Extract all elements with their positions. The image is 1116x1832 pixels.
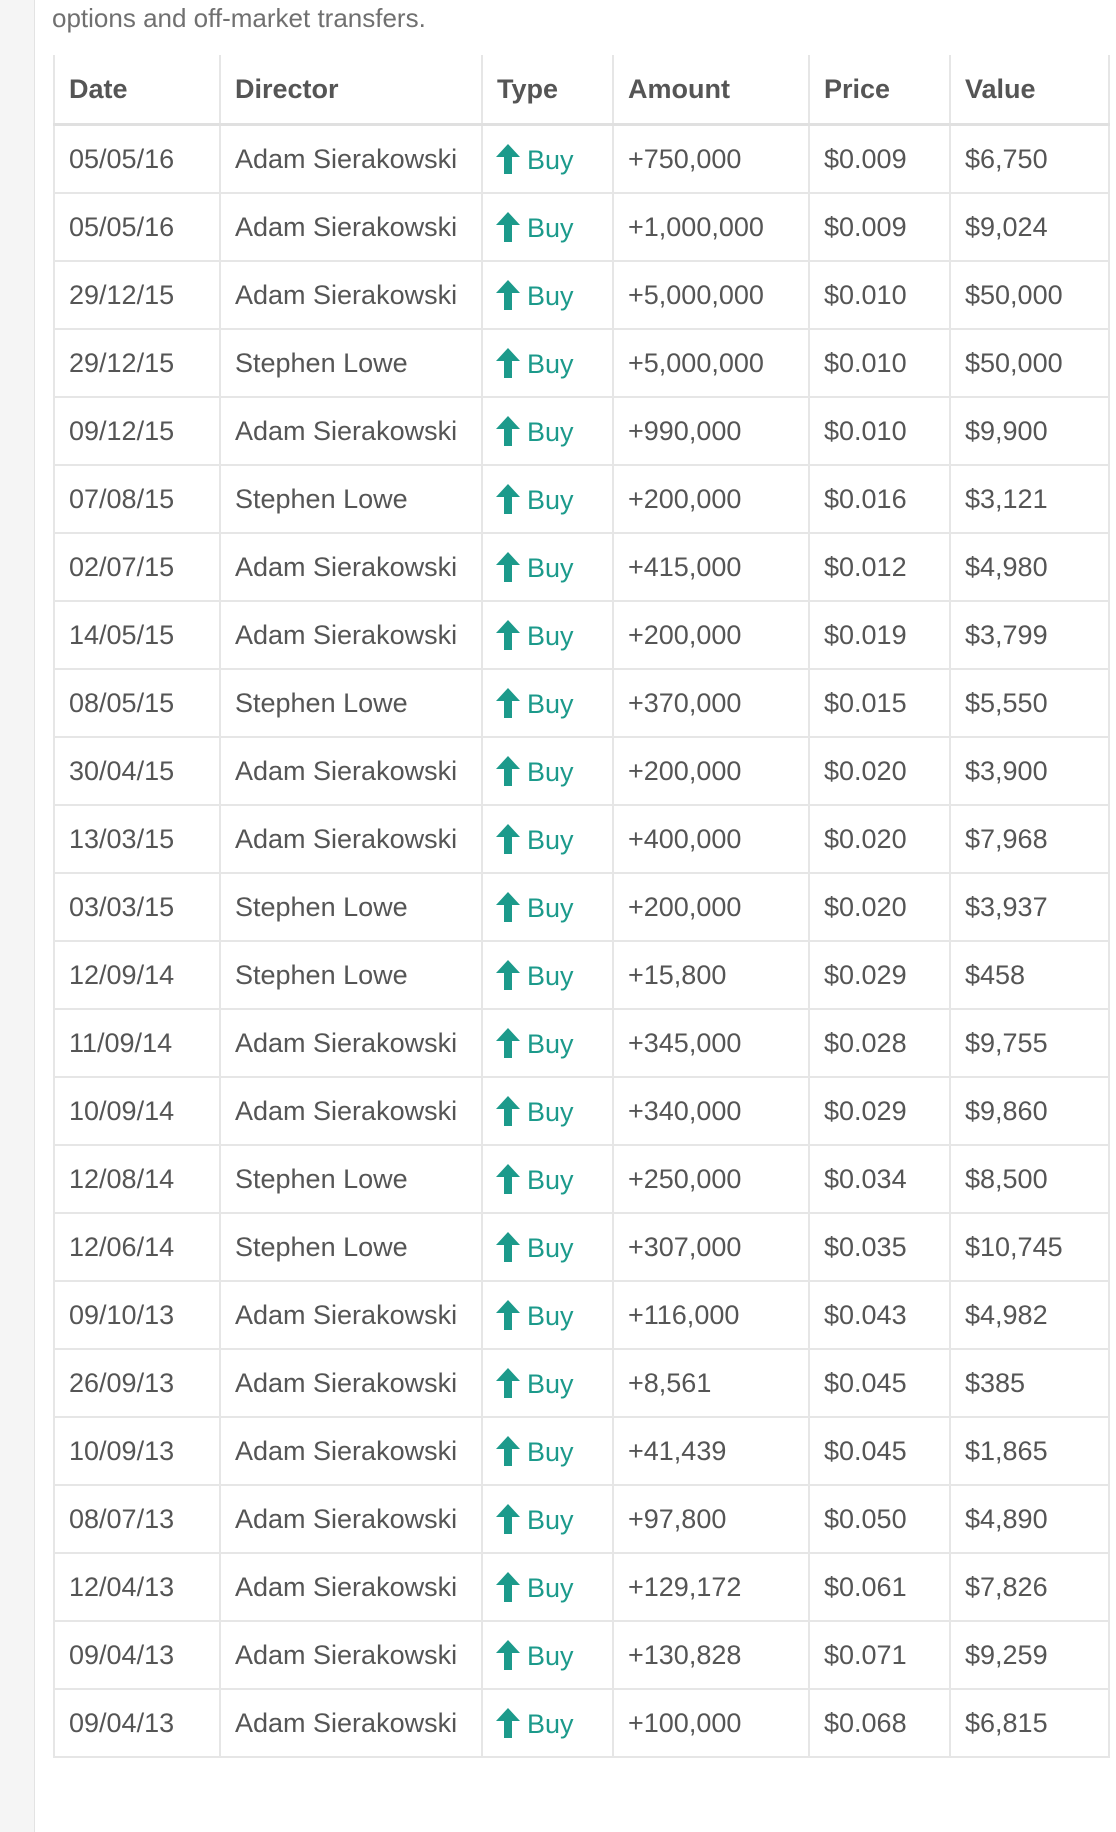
arrow-up-icon (495, 143, 521, 175)
cell-value: $3,121 (950, 465, 1109, 533)
type-label: Buy (527, 1504, 574, 1535)
type-label: Buy (527, 552, 574, 583)
cell-director: Stephen Lowe (220, 669, 482, 737)
cell-value: $4,890 (950, 1485, 1109, 1553)
cell-amount: +5,000,000 (613, 261, 809, 329)
arrow-up-icon (495, 687, 521, 719)
type-label: Buy (527, 1572, 574, 1603)
arrow-up-icon (495, 1707, 521, 1739)
header-director[interactable]: Director (220, 55, 482, 125)
table-row (54, 125, 1109, 194)
cell-director: Adam Sierakowski (220, 1485, 482, 1553)
type-label: Buy (527, 280, 574, 311)
cell-type (482, 1349, 613, 1417)
type-label: Buy (527, 824, 574, 855)
cell-amount: +307,000 (613, 1213, 809, 1281)
cell-value: $6,750 (950, 125, 1109, 194)
cell-date: 09/10/13 (54, 1281, 220, 1349)
arrow-up-icon (495, 891, 521, 923)
cell-type (482, 261, 613, 329)
cell-price: $0.029 (809, 1077, 950, 1145)
cell-amount: +370,000 (613, 669, 809, 737)
cell-type (482, 737, 613, 805)
arrow-up-icon (495, 1027, 521, 1059)
cell-price: $0.020 (809, 805, 950, 873)
table-row (54, 1485, 1109, 1553)
cell-price: $0.010 (809, 397, 950, 465)
table-row (54, 1077, 1109, 1145)
table-row (54, 1213, 1109, 1281)
cell-price: $0.034 (809, 1145, 950, 1213)
cell-director: Adam Sierakowski (220, 601, 482, 669)
arrow-up-icon (495, 823, 521, 855)
cell-value: $3,799 (950, 601, 1109, 669)
cell-amount: +400,000 (613, 805, 809, 873)
cell-value: $458 (950, 941, 1109, 1009)
cell-value: $4,980 (950, 533, 1109, 601)
cell-price: $0.019 (809, 601, 950, 669)
cell-amount: +200,000 (613, 737, 809, 805)
arrow-up-icon (495, 483, 521, 515)
table-row (54, 533, 1109, 601)
cell-type (482, 669, 613, 737)
cell-value: $9,900 (950, 397, 1109, 465)
cell-date: 09/12/15 (54, 397, 220, 465)
cell-type (482, 805, 613, 873)
cell-amount: +340,000 (613, 1077, 809, 1145)
cell-price: $0.029 (809, 941, 950, 1009)
cell-date: 09/04/13 (54, 1621, 220, 1689)
cell-director: Adam Sierakowski (220, 1349, 482, 1417)
cell-value: $5,550 (950, 669, 1109, 737)
type-label: Buy (527, 960, 574, 991)
cell-type (482, 193, 613, 261)
table-row (54, 193, 1109, 261)
cell-price: $0.012 (809, 533, 950, 601)
table-row (54, 1553, 1109, 1621)
cell-director: Adam Sierakowski (220, 1553, 482, 1621)
table-row (54, 397, 1109, 465)
cell-price: $0.010 (809, 261, 950, 329)
cell-price: $0.061 (809, 1553, 950, 1621)
cell-price: $0.035 (809, 1213, 950, 1281)
cell-amount: +129,172 (613, 1553, 809, 1621)
cell-amount: +990,000 (613, 397, 809, 465)
cell-amount: +41,439 (613, 1417, 809, 1485)
table-row (54, 737, 1109, 805)
cell-date: 13/03/15 (54, 805, 220, 873)
arrow-up-icon (495, 755, 521, 787)
table-header-row (54, 55, 1109, 125)
cell-price: $0.043 (809, 1281, 950, 1349)
arrow-up-icon (495, 619, 521, 651)
cell-date: 03/03/15 (54, 873, 220, 941)
cell-price: $0.045 (809, 1417, 950, 1485)
cell-date: 30/04/15 (54, 737, 220, 805)
cell-price: $0.050 (809, 1485, 950, 1553)
type-label: Buy (527, 1640, 574, 1671)
cell-director: Adam Sierakowski (220, 1077, 482, 1145)
cell-date: 12/08/14 (54, 1145, 220, 1213)
table-row (54, 261, 1109, 329)
cell-amount: +345,000 (613, 1009, 809, 1077)
cell-date: 29/12/15 (54, 329, 220, 397)
cell-price: $0.009 (809, 125, 950, 194)
arrow-up-icon (495, 1435, 521, 1467)
header-amount[interactable]: Amount (613, 55, 809, 125)
cell-date: 09/04/13 (54, 1689, 220, 1757)
cell-type (482, 329, 613, 397)
type-label: Buy (527, 144, 574, 175)
cell-amount: +200,000 (613, 601, 809, 669)
cell-date: 10/09/14 (54, 1077, 220, 1145)
table-row (54, 873, 1109, 941)
cell-date: 08/05/15 (54, 669, 220, 737)
cell-value: $3,937 (950, 873, 1109, 941)
type-label: Buy (527, 620, 574, 651)
type-label: Buy (527, 688, 574, 719)
cell-value: $10,745 (950, 1213, 1109, 1281)
cell-value: $9,860 (950, 1077, 1109, 1145)
arrow-up-icon (495, 279, 521, 311)
cell-date: 11/09/14 (54, 1009, 220, 1077)
table-row (54, 1621, 1109, 1689)
cell-date: 29/12/15 (54, 261, 220, 329)
cell-director: Adam Sierakowski (220, 1281, 482, 1349)
arrow-up-icon (495, 415, 521, 447)
type-label: Buy (527, 1028, 574, 1059)
type-label: Buy (527, 212, 574, 243)
intro-text: options and off-market transfers. (52, 3, 426, 33)
cell-type (482, 1145, 613, 1213)
type-label: Buy (527, 1300, 574, 1331)
cell-price: $0.009 (809, 193, 950, 261)
cell-director: Stephen Lowe (220, 1213, 482, 1281)
cell-value: $50,000 (950, 329, 1109, 397)
cell-director: Stephen Lowe (220, 329, 482, 397)
table-row (54, 465, 1109, 533)
cell-type (482, 1417, 613, 1485)
type-label: Buy (527, 416, 574, 447)
table-row (54, 669, 1109, 737)
type-label: Buy (527, 1436, 574, 1467)
cell-date: 05/05/16 (54, 125, 220, 194)
cell-date: 26/09/13 (54, 1349, 220, 1417)
cell-type (482, 533, 613, 601)
cell-amount: +200,000 (613, 873, 809, 941)
cell-director: Adam Sierakowski (220, 397, 482, 465)
arrow-up-icon (495, 959, 521, 991)
table-row (54, 601, 1109, 669)
cell-type (482, 397, 613, 465)
cell-type (482, 1621, 613, 1689)
cell-value: $385 (950, 1349, 1109, 1417)
cell-type (482, 1009, 613, 1077)
cell-type (482, 1077, 613, 1145)
cell-amount: +15,800 (613, 941, 809, 1009)
header-date[interactable]: Date (54, 55, 220, 125)
table-row (54, 1281, 1109, 1349)
cell-date: 14/05/15 (54, 601, 220, 669)
cell-amount: +415,000 (613, 533, 809, 601)
cell-price: $0.045 (809, 1349, 950, 1417)
cell-amount: +97,800 (613, 1485, 809, 1553)
cell-director: Adam Sierakowski (220, 737, 482, 805)
table-row (54, 1417, 1109, 1485)
arrow-up-icon (495, 1231, 521, 1263)
cell-date: 02/07/15 (54, 533, 220, 601)
table-row (54, 329, 1109, 397)
cell-value: $3,900 (950, 737, 1109, 805)
cell-director: Stephen Lowe (220, 941, 482, 1009)
cell-type (482, 1553, 613, 1621)
cell-price: $0.010 (809, 329, 950, 397)
cell-date: 12/09/14 (54, 941, 220, 1009)
cell-director: Adam Sierakowski (220, 193, 482, 261)
arrow-up-icon (495, 1299, 521, 1331)
type-label: Buy (527, 1368, 574, 1399)
cell-type (482, 465, 613, 533)
arrow-up-icon (495, 1095, 521, 1127)
cell-type (482, 1281, 613, 1349)
cell-price: $0.020 (809, 737, 950, 805)
cell-date: 05/05/16 (54, 193, 220, 261)
arrow-up-icon (495, 1503, 521, 1535)
cell-date: 07/08/15 (54, 465, 220, 533)
cell-value: $8,500 (950, 1145, 1109, 1213)
cell-type (482, 941, 613, 1009)
arrow-up-icon (495, 1163, 521, 1195)
arrow-up-icon (495, 1367, 521, 1399)
cell-price: $0.071 (809, 1621, 950, 1689)
cell-director: Adam Sierakowski (220, 1009, 482, 1077)
table-row (54, 941, 1109, 1009)
cell-value: $9,024 (950, 193, 1109, 261)
arrow-up-icon (495, 551, 521, 583)
cell-value: $7,826 (950, 1553, 1109, 1621)
cell-value: $50,000 (950, 261, 1109, 329)
table-row (54, 1009, 1109, 1077)
cell-date: 12/04/13 (54, 1553, 220, 1621)
cell-amount: +5,000,000 (613, 329, 809, 397)
cell-amount: +8,561 (613, 1349, 809, 1417)
cell-price: $0.020 (809, 873, 950, 941)
table-row (54, 1689, 1109, 1757)
arrow-up-icon (495, 347, 521, 379)
cell-amount: +750,000 (613, 125, 809, 194)
cell-type (482, 873, 613, 941)
director-trades-table (53, 55, 1110, 1758)
header-type[interactable]: Type (482, 55, 613, 125)
cell-director: Stephen Lowe (220, 873, 482, 941)
cell-amount: +200,000 (613, 465, 809, 533)
type-label: Buy (527, 1164, 574, 1195)
cell-date: 10/09/13 (54, 1417, 220, 1485)
type-label: Buy (527, 756, 574, 787)
cell-director: Adam Sierakowski (220, 805, 482, 873)
cell-director: Adam Sierakowski (220, 1689, 482, 1757)
table-row (54, 805, 1109, 873)
cell-amount: +116,000 (613, 1281, 809, 1349)
cell-director: Stephen Lowe (220, 1145, 482, 1213)
cell-type (482, 1689, 613, 1757)
cell-price: $0.016 (809, 465, 950, 533)
type-label: Buy (527, 484, 574, 515)
cell-value: $9,755 (950, 1009, 1109, 1077)
cell-director: Adam Sierakowski (220, 533, 482, 601)
cell-price: $0.068 (809, 1689, 950, 1757)
cell-amount: +100,000 (613, 1689, 809, 1757)
cell-type (482, 125, 613, 194)
table-row (54, 1349, 1109, 1417)
cell-amount: +250,000 (613, 1145, 809, 1213)
cell-type (482, 1485, 613, 1553)
cell-price: $0.028 (809, 1009, 950, 1077)
arrow-up-icon (495, 211, 521, 243)
cell-director: Stephen Lowe (220, 465, 482, 533)
cell-director: Adam Sierakowski (220, 261, 482, 329)
arrow-up-icon (495, 1639, 521, 1671)
cell-date: 08/07/13 (54, 1485, 220, 1553)
cell-value: $6,815 (950, 1689, 1109, 1757)
header-price[interactable]: Price (809, 55, 950, 125)
type-label: Buy (527, 348, 574, 379)
cell-director: Adam Sierakowski (220, 125, 482, 194)
type-label: Buy (527, 892, 574, 923)
cell-value: $7,968 (950, 805, 1109, 873)
table-row (54, 1145, 1109, 1213)
arrow-up-icon (495, 1571, 521, 1603)
type-label: Buy (527, 1096, 574, 1127)
cell-amount: +1,000,000 (613, 193, 809, 261)
type-label: Buy (527, 1232, 574, 1263)
table-body (54, 125, 1109, 1758)
cell-type (482, 1213, 613, 1281)
cell-type (482, 601, 613, 669)
cell-value: $9,259 (950, 1621, 1109, 1689)
header-value[interactable]: Value (950, 55, 1109, 125)
cell-value: $1,865 (950, 1417, 1109, 1485)
cell-price: $0.015 (809, 669, 950, 737)
cell-director: Adam Sierakowski (220, 1621, 482, 1689)
cell-date: 12/06/14 (54, 1213, 220, 1281)
cell-amount: +130,828 (613, 1621, 809, 1689)
cell-director: Adam Sierakowski (220, 1417, 482, 1485)
type-label: Buy (527, 1708, 574, 1739)
cell-value: $4,982 (950, 1281, 1109, 1349)
